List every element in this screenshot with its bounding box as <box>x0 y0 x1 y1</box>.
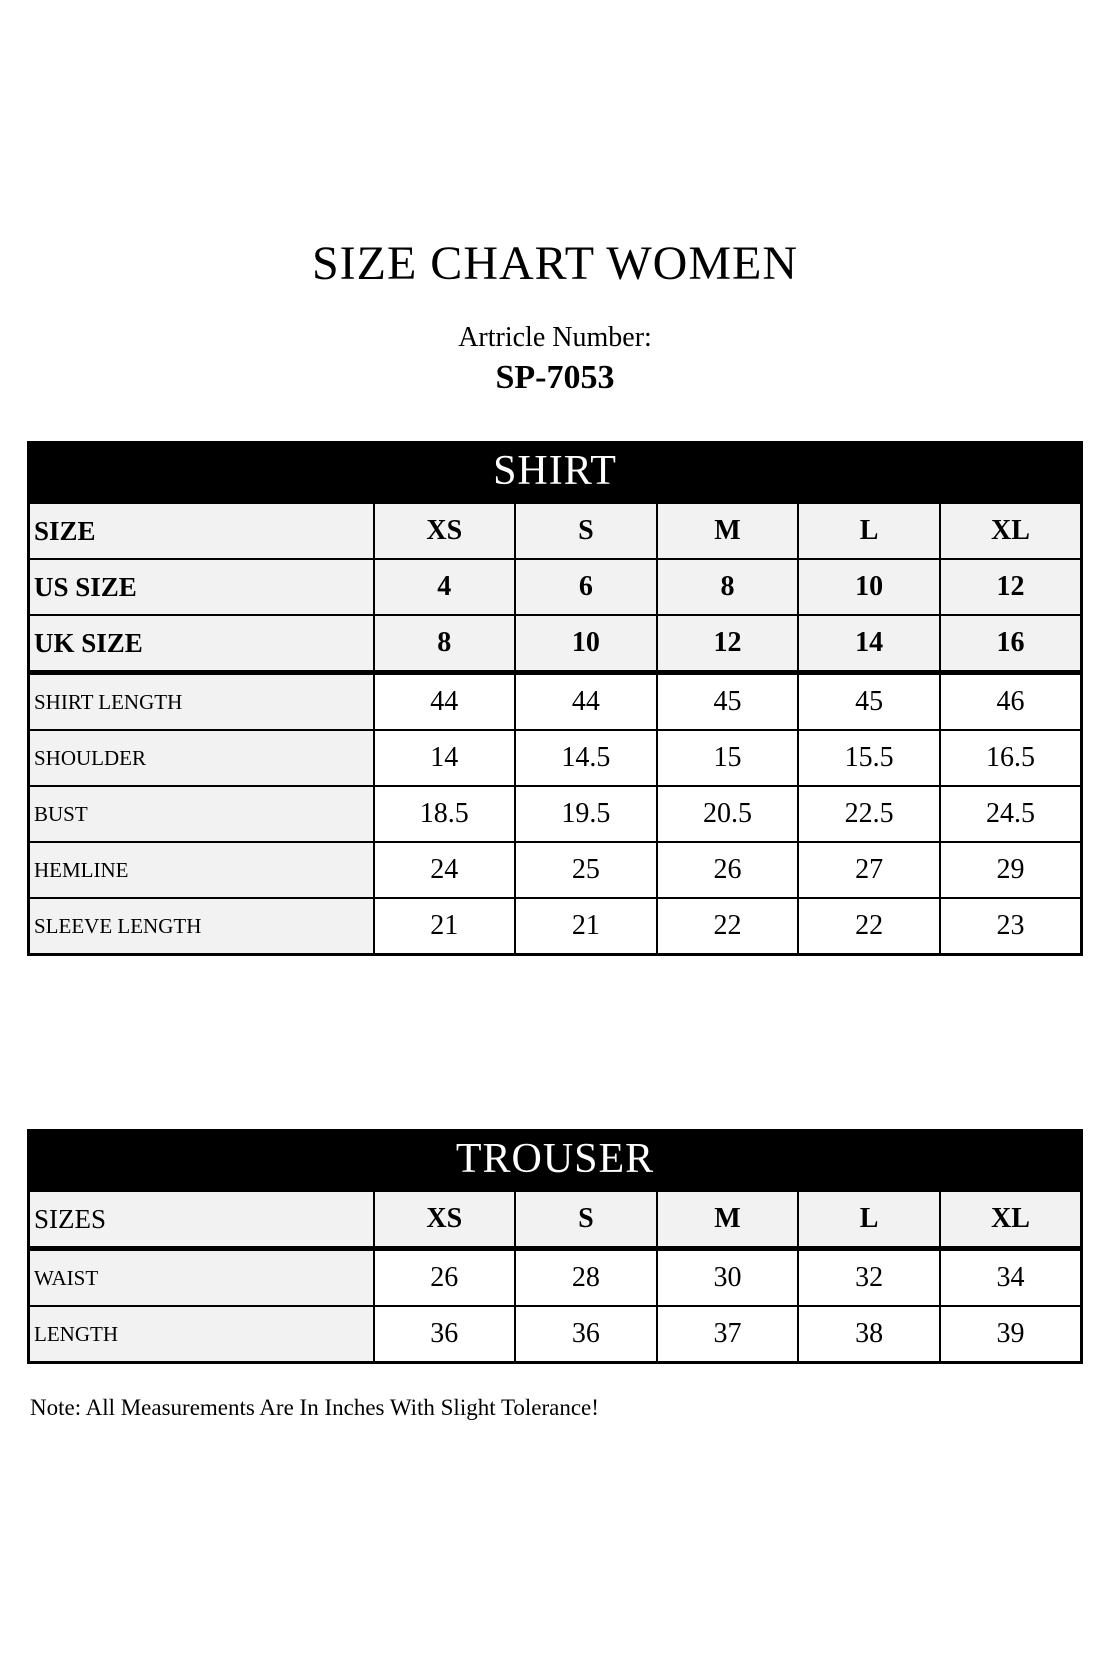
cell-value: XL <box>940 1191 1082 1249</box>
cell-value: 36 <box>515 1306 657 1363</box>
shirt-section <box>27 441 1083 956</box>
row-label: LENGTH <box>29 1306 374 1363</box>
row-label: SLEEVE LENGTH <box>29 898 374 955</box>
cell-value: 27 <box>798 842 940 898</box>
cell-value: XS <box>374 1191 516 1249</box>
row-label: SIZES <box>29 1191 374 1249</box>
cell-value: 21 <box>515 898 657 955</box>
cell-value: 24.5 <box>940 786 1082 842</box>
cell-value: 6 <box>515 559 657 615</box>
cell-value: 38 <box>798 1306 940 1363</box>
cell-value: 39 <box>940 1306 1082 1363</box>
cell-value: M <box>657 1191 799 1249</box>
row-label: UK SIZE <box>29 615 374 673</box>
cell-value: 45 <box>657 673 799 731</box>
row-label: SHIRT LENGTH <box>29 673 374 731</box>
cell-value: 15 <box>657 730 799 786</box>
row-label: US SIZE <box>29 559 374 615</box>
cell-value: 12 <box>657 615 799 673</box>
cell-value: 14 <box>374 730 516 786</box>
cell-value: 34 <box>940 1249 1082 1307</box>
cell-value: M <box>657 503 799 560</box>
shoulder-row <box>29 730 1082 786</box>
shirt-length-row <box>29 673 1082 731</box>
cell-value: 10 <box>798 559 940 615</box>
row-label: WAIST <box>29 1249 374 1307</box>
cell-value: 30 <box>657 1249 799 1307</box>
cell-value: 8 <box>657 559 799 615</box>
cell-value: 18.5 <box>374 786 516 842</box>
cell-value: 45 <box>798 673 940 731</box>
cell-value: XS <box>374 503 516 560</box>
bust-row <box>29 786 1082 842</box>
sleeve-length-row <box>29 898 1082 955</box>
cell-value: 26 <box>374 1249 516 1307</box>
cell-value: 32 <box>798 1249 940 1307</box>
trouser-table-banner: TROUSER <box>27 1129 1083 1189</box>
cell-value: 44 <box>374 673 516 731</box>
cell-value: 10 <box>515 615 657 673</box>
cell-value: 21 <box>374 898 516 955</box>
cell-value: 15.5 <box>798 730 940 786</box>
cell-value: 25 <box>515 842 657 898</box>
shirt-us-size-row <box>29 559 1082 615</box>
hemline-row <box>29 842 1082 898</box>
row-label: SHOULDER <box>29 730 374 786</box>
cell-value: 19.5 <box>515 786 657 842</box>
cell-value: 23 <box>940 898 1082 955</box>
cell-value: 20.5 <box>657 786 799 842</box>
article-number-label: Artricle Number: <box>458 322 652 353</box>
shirt-table <box>27 501 1083 956</box>
trouser-table <box>27 1189 1083 1364</box>
cell-value: 4 <box>374 559 516 615</box>
cell-value: L <box>798 503 940 560</box>
measurements-note: Note: All Measurements Are In Inches With Slight Tolerance! <box>30 1395 599 1420</box>
cell-value: 22.5 <box>798 786 940 842</box>
row-label: BUST <box>29 786 374 842</box>
cell-value: S <box>515 503 657 560</box>
shirt-size-row <box>29 503 1082 560</box>
cell-value: 12 <box>940 559 1082 615</box>
row-label: HEMLINE <box>29 842 374 898</box>
row-label: SIZE <box>29 503 374 560</box>
cell-value: L <box>798 1191 940 1249</box>
cell-value: 8 <box>374 615 516 673</box>
cell-value: 44 <box>515 673 657 731</box>
shirt-uk-size-row <box>29 615 1082 673</box>
cell-value: XL <box>940 503 1082 560</box>
page-title: SIZE CHART WOMEN <box>311 237 798 290</box>
shirt-table-banner: SHIRT <box>27 441 1083 501</box>
cell-value: 22 <box>798 898 940 955</box>
waist-row <box>29 1249 1082 1307</box>
trouser-section <box>27 1129 1083 1364</box>
cell-value: 37 <box>657 1306 799 1363</box>
cell-value: S <box>515 1191 657 1249</box>
cell-value: 24 <box>374 842 516 898</box>
trouser-length-row <box>29 1306 1082 1363</box>
trouser-sizes-row <box>29 1191 1082 1249</box>
cell-value: 28 <box>515 1249 657 1307</box>
cell-value: 22 <box>657 898 799 955</box>
cell-value: 14 <box>798 615 940 673</box>
cell-value: 16 <box>940 615 1082 673</box>
cell-value: 46 <box>940 673 1082 731</box>
cell-value: 26 <box>657 842 799 898</box>
article-number-value: SP-7053 <box>495 359 615 396</box>
cell-value: 36 <box>374 1306 516 1363</box>
cell-value: 16.5 <box>940 730 1082 786</box>
cell-value: 29 <box>940 842 1082 898</box>
cell-value: 14.5 <box>515 730 657 786</box>
